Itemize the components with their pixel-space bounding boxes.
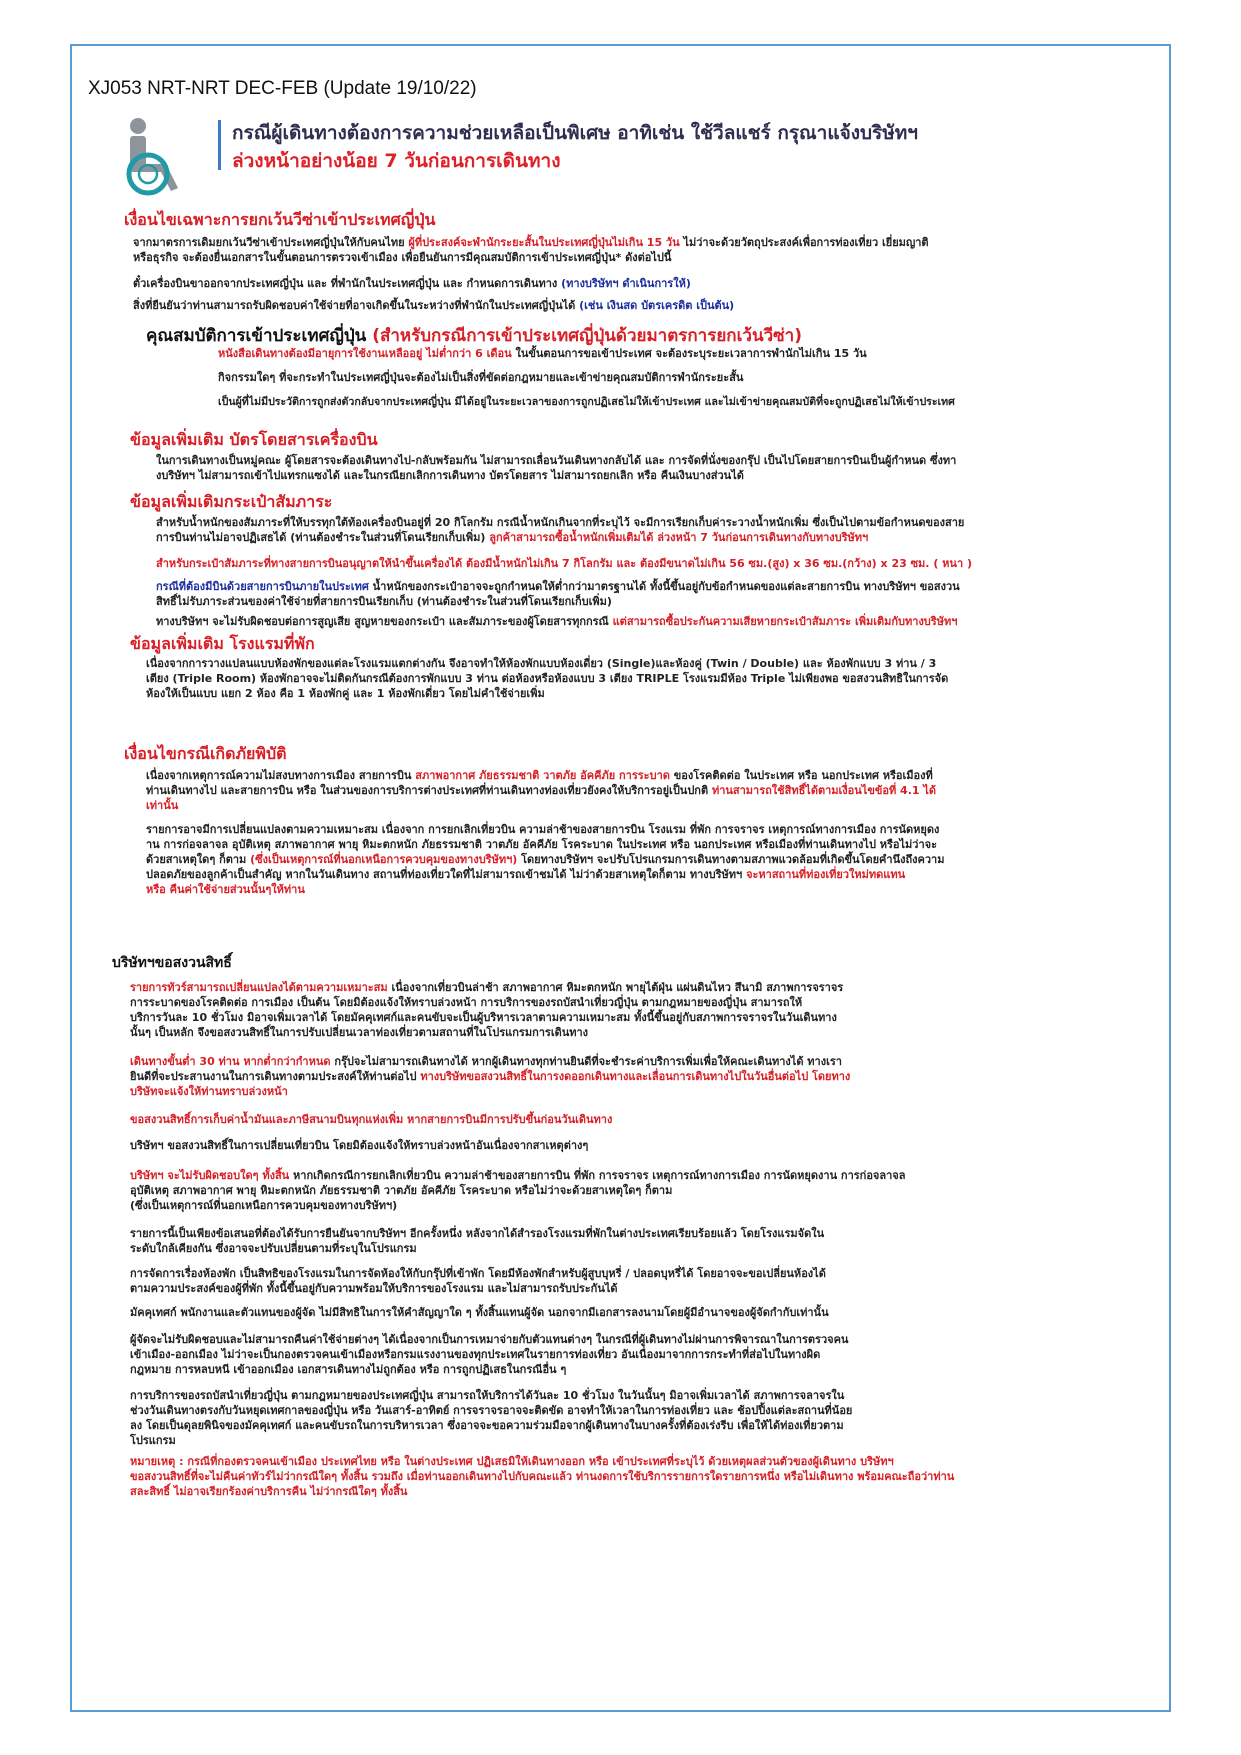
qualification-heading-text: คุณสมบัติการเข้าประเทศญี่ปุ่น	[146, 326, 373, 346]
visa-text: สิ่งที่ยืนยันว่าท่านสามารถรับผิดชอบค่าใช้จ่ายที่อาจเกิดขึ้นในระหว่างที่พำนักในประเทศญี่ปุ่นได้	[133, 299, 580, 312]
disaster-text: เนื่องจากเหตุการณ์ความไม่สงบทางการเมือง สายการบิน	[146, 769, 416, 782]
reserve-paragraph-6	[130, 1226, 824, 1256]
baggage-text: ทางบริษัทฯ จะไม่รับผิดชอบต่อการสูญเสีย สูญหายของกระเป๋า และสัมภาระของผู้โดยสารทุกกรณี	[156, 615, 613, 628]
reserve-text: รายการทัวร์สามารถเปลี่ยนแปลงได้ตามความเหมาะสม	[130, 981, 388, 994]
reserve-text: บริษัทจะแจ้งให้ท่านทราบล่วงหน้า	[130, 1085, 288, 1098]
reserve-text: อุบัติเหตุ สภาพอากาศ พายุ หิมะตกหนัก ภัยธรรมชาติ วาตภัย อัคคีภัย โรคระบาด หรือไม่ว่าจะด้วยสาเหตุใดๆ ก็ตาม	[130, 1184, 673, 1197]
hotel-paragraph	[146, 656, 948, 701]
document-title: XJ053 NRT-NRT DEC-FEB (Update 19/10/22)	[88, 78, 477, 99]
hotel-text: ห้องให้เป็นแบบ แยก 2 ห้อง คือ 1 ห้องพักคู่ และ 1 ห้องพักเดี่ยว โดยไม่คำใช้จ่ายเพิ่ม	[146, 687, 545, 700]
baggage-text: แต่สามารถซื้อประกันความเสียหายกระเป๋าสัมภาระ เพิ่มเติมกับทางบริษัทฯ	[612, 615, 958, 628]
visa-heading: เงื่อนไขเฉพาะการยกเว้นวีซ่าเข้าประเทศญี่ปุ่น	[124, 210, 436, 229]
reserve-text: การจัดการเรื่องห้องพัก เป็นสิทธิของโรงแรมในการจัดห้องให้กับกรุ๊ปที่เข้าพัก โดยมีห้องพักสำหรับผู้สูบบุหรี่ / ปลอดบุหรี่ได้ โดยอาจจะขอเปลี่ยนห้องได้	[130, 1267, 826, 1280]
reserve-text: เข้าเมือง-ออกเมือง ไม่ว่าจะเป็นกองตรวจคนเข้าเมืองหรือกรมแรงงานของทุกประเทศในรายการท่องเที่ยว อันเนื่องมาจากการกระทำที่ส่อไปในทางผิด	[130, 1348, 821, 1361]
visa-text: (เช่น เงินสด บัตรเครดิต เป็นต้น)	[579, 299, 735, 312]
visa-paragraph-1	[133, 235, 1123, 265]
reserve-text: กรุ๊ปจะไม่สามารถเดินทางได้ หากผู้เดินทางทุกท่านยินดีที่จะชำระค่าบริการเพิ่มเพื่อให้คณะเดินทางได้ ทางเรา	[330, 1055, 842, 1068]
disaster-heading: เงื่อนไขกรณีเกิดภัยพิบัติ	[124, 744, 287, 763]
disaster-text: รายการอาจมีการเปลี่ยนแปลงตามความเหมาะสม เนื่องจาก การยกเลิกเที่ยวบิน ความล่าช้าของสายการบิน โรงแรม ที่พัก การจราจร เหตุการณ์ทางการเมือง การนัดหยุดง	[146, 823, 940, 836]
visa-text: ตั๋วเครื่องบินขาออกจากประเทศญี่ปุ่น และ ที่พำนักในประเทศญี่ปุ่น และ กำหนดการเดินทาง	[133, 277, 562, 290]
reserve-paragraph-9	[130, 1332, 848, 1377]
reserve-paragraph-2	[130, 1054, 850, 1099]
disaster-text: ของโรคติดต่อ ในประเทศ หรือ นอกประเทศ หรือเมืองที่	[669, 769, 933, 782]
disaster-text: ด้วยสาเหตุใดๆ ก็ตาม	[146, 853, 251, 866]
visa-text: จากมาตรการเดิมยกเว้นวีซ่าเข้าประเทศญี่ปุ่นให้กับคนไทย	[133, 236, 409, 249]
qualification-text: ในขั้นตอนการขอเข้าประเทศ จะต้องระบุระยะเวลาการพำนักไม่เกิน 15 วัน	[511, 347, 867, 360]
reserve-text: โปรแกรม	[130, 1434, 176, 1447]
qualification-item-3: เป็นผู้ที่ไม่มีประวัติการถูกส่งตัวกลับจากประเทศญี่ปุ่น มีได้อยู่ในระยะเวลาของการถูกปฏิเสธไม่ให้เข้าประเทศ และไม่เข้าข่ายคุณสมบัติที่จะถูกปฏิเสธไม่ให้เข้าประเทศ	[218, 396, 955, 408]
reserve-text: ยินดีที่จะประสานงานในการเดินทางตามประสงค์ให้ท่านต่อไป	[130, 1070, 421, 1083]
reserve-text: ระดับใกล้เคียงกัน ซึ่งอาจจะปรับเปลี่ยนตามที่ระบุในโปรแกรม	[130, 1242, 417, 1255]
remark-paragraph	[130, 1454, 954, 1499]
baggage-text: สิทธิ์ไม่รับภาระส่วนของค่าใช้จ่ายที่สายการบินเรียกเก็บ (ท่านต้องชำระในส่วนที่โดนเรียกเก็บเพิ่ม)	[156, 595, 612, 608]
disaster-text: (ซึ่งเป็นเหตุการณ์ที่นอกเหนือการควบคุมของทางบริษัทฯ)	[250, 853, 518, 866]
reserve-paragraph-10	[130, 1388, 852, 1448]
reserve-text: ลง โดยเป็นดุลยพินิจของมัคคุเทศก์ และคนขับรถในการบริหารเวลา ซึ่งอาจจะขอความร่วมมือจากผู้เดินทางในบางครั้งที่ต้องเร่งรีบ เพื่อให้ได้ท่องเที่ยวตาม	[130, 1419, 844, 1432]
visa-paragraph-2	[133, 276, 691, 291]
qualification-text: หนังสือเดินทางต้องมีอายุการใช้งานเหลืออยู่ ไม่ต่ำกว่า 6 เดือน	[218, 347, 512, 360]
baggage-heading: ข้อมูลเพิ่มเติมกระเป๋าสัมภาระ	[130, 492, 333, 511]
baggage-text: น้ำหนักของกระเป๋าอาจจะถูกกำหนดให้ต่ำกว่ามาตรฐานได้ ทั้งนี้ขึ้นอยู่กับข้อกำหนดของแต่ละสายการบิน ทางบริษัทฯ ขอสงวน	[368, 580, 960, 593]
banner-line-2: ล่วงหน้าอย่างน้อย 7 วันก่อนการเดินทาง	[232, 150, 561, 172]
reserve-text: ทางบริษัทขอสงวนสิทธิ์ในการงดออกเดินทางและเลื่อนการเดินทางไปในวันอื่นต่อไป โดยทาง	[420, 1070, 851, 1083]
disaster-text: ท่านสามารถใช้สิทธิ์ได้ตามเงื่อนไขข้อที่ 4.1 ได้	[711, 784, 937, 797]
reserve-text: หากเกิดกรณีการยกเลิกเที่ยวบิน ความล่าช้าของสายการบิน ที่พัก การจราจร เหตุการณ์ทางการเมือง การนัดหยุดงาน การก่อจลาจล	[289, 1169, 906, 1182]
disaster-paragraph-2	[146, 822, 944, 897]
visa-paragraph-3	[133, 298, 734, 313]
reserve-paragraph-3: ขอสงวนสิทธิ์การเก็บค่าน้ำมันและภาษีสนามบินทุกแห่งเพิ่ม หากสายการบินมีการปรับขึ้นก่อนวันเดินทาง	[130, 1113, 613, 1126]
ticket-text: งบริษัทฯ ไม่สามารถเข้าไปแทรกแซงได้ และในกรณียกเลิกการเดินทาง บัตรโดยสาร ไม่สามารถยกเลิก หรือ คืนเงินบางส่วนได้	[156, 469, 744, 482]
hotel-text: เนื่องจากการวางแปลนแบบห้องพักของแต่ละโรงแรมแตกต่างกัน จึงอาจทำให้ห้องพักแบบห้องเดี่ยว (Single)และห้องคู่ (Twin / Double) และ ห้องพักแบบ 3 ท่าน / 3	[146, 657, 937, 670]
disaster-text: ปลอดภัยของลูกค้าเป็นสำคัญ หากในวันเดินทาง สถานที่ท่องเที่ยวใดที่ไม่สามารถเข้าชมได้ ไม่ว่าด้วยสาเหตุใดก็ตาม ทางบริษัทฯ	[146, 868, 747, 881]
baggage-text: การบินท่านไม่อาจปฏิเสธได้ (ท่านต้องชำระในส่วนที่โดนเรียกเก็บเพิ่ม)	[156, 531, 490, 544]
ticket-text: ในการเดินทางเป็นหมู่คณะ ผู้โดยสารจะต้องเดินทางไป-กลับพร้อมกัน ไม่สามารถเลื่อนวันเดินทางกลับได้ และ การจัดที่นั่งของกรุ๊ป เป็นไปโดยสายการบินเป็นผู้กำหนด ซึ่งทา	[156, 454, 957, 467]
banner-divider	[218, 120, 221, 170]
reserve-text: การระบาดของโรคติดต่อ การเมือง เป็นต้น โดยมิต้องแจ้งให้ทราบล่วงหน้า การบริการของรถบัสนำเที่ยวญี่ปุ่น ตามกฎหมายของญี่ปุ่น สามารถให้	[130, 996, 803, 1009]
baggage-paragraph-3	[156, 579, 960, 609]
disaster-text: เท่านั้น	[146, 799, 179, 812]
disaster-text: หรือ คืนค่าใช้จ่ายส่วนนั้นๆให้ท่าน	[146, 883, 305, 896]
disaster-text: จะหาสถานที่ท่องเที่ยวใหม่ทดแทน	[746, 868, 906, 881]
reserve-text: (ซึ่งเป็นเหตุการณ์ที่นอกเหนือการควบคุมของทางบริษัทฯ)	[130, 1199, 398, 1212]
reserve-text: เนื่องจากเที่ยวบินล่าช้า สภาพอากาศ หิมะตกหนัก พายุไต้ฝุ่น แผ่นดินไหว สึนามิ สภาพการจราจร	[387, 981, 844, 994]
baggage-paragraph-4	[156, 614, 957, 629]
baggage-text: ลูกค้าสามารถซื้อน้ำหนักเพิ่มเติมได้ ล่วงหน้า 7 วันก่อนการเดินทางกับทางบริษัทฯ	[489, 531, 869, 544]
disaster-text: าน การก่อจลาจล อุบัติเหตุ สภาพอากาศ พายุ หิมะตกหนัก ภัยธรรมชาติ วาตภัย อัคคีภัย โรคระบาด ในประเทศ หรือ นอกประเทศ หรือเมืองที่ท่านเดินทางไป หรือไม่ว่าจะ	[146, 838, 938, 851]
disaster-text: โดยทางบริษัทฯ จะปรับโปรแกรมการเดินทางตามสภาพแวดล้อมที่เกิดขึ้นโดยคำนึงถึงความ	[517, 853, 945, 866]
ticket-paragraph	[156, 453, 956, 483]
reserve-text: บริการวันละ 10 ชั่วโมง มิอาจเพิ่มเวลาได้ โดยมัคคุเทศก์และคนขับจะเป็นผู้บริหารเวลาตามความเหมาะสม ทั้งนี้ขึ้นอยู่กับสภาพการจราจรในวันเดินทาง	[130, 1011, 837, 1024]
baggage-text: สำหรับน้ำหนักของสัมภาระที่ให้บรรทุกใต้ท้องเครื่องบินอยู่ที่ 20 กิโลกรัม กรณีน้ำหนักเกินจากที่ระบุไว้ จะมีการเรียกเก็บค่าระวางน้ำหนักเพิ่ม ซึ่งเป็นไปตามข้อกำหนดของสาย	[156, 516, 965, 529]
hotel-heading: ข้อมูลเพิ่มเติม โรงแรมที่พัก	[130, 634, 315, 653]
disaster-text: สภาพอากาศ ภัยธรรมชาติ วาตภัย อัคคีภัย การระบาด	[415, 769, 670, 782]
reserve-paragraph-4: บริษัทฯ ขอสงวนสิทธิ์ในการเปลี่ยนเที่ยวบิน โดยมิต้องแจ้งให้ทราบล่วงหน้าอันเนื่องจากสาเหตุต่างๆ	[130, 1139, 589, 1152]
reserve-paragraph-8: มัคคุเทศก์ พนักงานและตัวแทนของผู้จัด ไม่มีสิทธิในการให้คำสัญญาใด ๆ ทั้งสิ้นแทนผู้จัด นอกจากมีเอกสารลงนามโดยผู้มีอำนาจของผู้จัดกำกับเท่านั้น	[130, 1306, 829, 1319]
reserve-paragraph-7	[130, 1266, 826, 1296]
disaster-paragraph-1	[146, 768, 936, 813]
visa-text: (ทางบริษัทฯ ดำเนินการให้)	[561, 277, 691, 290]
qualification-heading	[146, 322, 802, 349]
hotel-text: เตียง (Triple Room) ห้องพักอาจจะไม่ติดกันกรณีต้องการพักแบบ 3 ท่าน ต่อห้องหรือห้องแบบ 3 เตียง TRIPLE โรงแรมมีห้อง Triple ไม่เพียงพอ ขอสงวนสิทธิในการจัด	[146, 672, 949, 685]
banner-line-1: กรณีผู้เดินทางต้องการความช่วยเหลือเป็นพิเศษ อาทิเช่น ใช้วีลแชร์ กรุณาแจ้งบริษัทฯ	[232, 122, 918, 144]
remark-text: ขอสงวนสิทธิ์ที่จะไม่คืนค่าทัวร์ไม่ว่ากรณีใดๆ ทั้งสิ้น รวมถึง เมื่อท่านออกเดินทางไปกับคณะแล้ว ท่านงดการใช้บริการรายการใดรายการหนึ่ง หรือไม่เดินทาง พร้อมคณะถือว่าท่าน	[130, 1470, 955, 1483]
wheelchair-icon	[118, 116, 200, 198]
baggage-paragraph-2: สำหรับกระเป๋าสัมภาระที่ทางสายการบินอนุญาตให้นำขึ้นเครื่องได้ ต้องมีน้ำหนักไม่เกิน 7 กิโลกรัม และ ต้องมีขนาดไม่เกิน 56 ซม.(สูง) x 36 ซม.(กว้าง) x 23 ซม. ( หนา )	[156, 557, 972, 570]
disaster-text: ท่านเดินทางไป และสายการบิน หรือ ในส่วนของการบริการต่างประเทศที่ท่านเดินทางท่องเที่ยวยังคงให้บริการอยู่เป็นปกติ	[146, 784, 712, 797]
visa-text: ผู้ที่ประสงค์จะพำนักระยะสั้นในประเทศญี่ปุ่นไม่เกิน 15 วัน	[408, 236, 680, 249]
reserve-text: ผู้จัดจะไม่รับผิดชอบและไม่สามารถคืนค่าใช้จ่ายต่างๆ ได้เนื่องจากเป็นการเหมาจ่ายกับตัวแทนต่างๆ ในกรณีที่ผู้เดินทางไม่ผ่านการพิจารณาในการตรวจคน	[130, 1333, 849, 1346]
reserve-text: การบริการของรถบัสนำเที่ยวญี่ปุ่น ตามกฎหมายของประเทศญี่ปุ่น สามารถให้บริการได้วันละ 10 ชั่วโมง ในวันนั้นๆ มิอาจเพิ่มเวลาได้ สภาพการจลาจรใน	[130, 1389, 845, 1402]
qualification-item-2: กิจกรรมใดๆ ที่จะกระทำในประเทศญี่ปุ่นจะต้องไม่เป็นสิ่งที่ขัดต่อกฎหมายและเข้าข่ายคุณสมบัติการพำนักระยะสั้น	[218, 371, 744, 384]
reserve-text: บริษัทฯ จะไม่รับผิดชอบใดๆ ทั้งสิ้น	[130, 1169, 290, 1182]
reserve-paragraph-1	[130, 980, 843, 1040]
remark-text: หมายเหตุ : กรณีที่กองตรวจคนเข้าเมือง ประเทศไทย หรือ ในต่างประเทศ ปฏิเสธมิให้เดินทางออก หรือ เข้าประเทศที่ระบุไว้ ด้วยเหตุผลส่วนตัวของผู้เดินทาง บริษัทฯ	[130, 1455, 894, 1468]
reserve-text: เดินทางขั้นต่ำ 30 ท่าน หากต่ำกว่ากำหนด	[130, 1055, 331, 1068]
baggage-text: กรณีที่ต้องมีบินด้วยสายการบินภายในประเทศ	[156, 580, 369, 593]
baggage-paragraph-1	[156, 515, 964, 545]
reserve-text: ตามความประสงค์ของผู้ที่พัก ทั้งนี้ขึ้นอยู่กับความพร้อมให้บริการของโรงแรม และไม่สามารถรับประกันได้	[130, 1282, 618, 1295]
ticket-heading: ข้อมูลเพิ่มเติม บัตรโดยสารเครื่องบิน	[130, 430, 378, 449]
reserve-text: กฎหมาย การหลบหนี เข้าออกเมือง เอกสารเดินทางไม่ถูกต้อง หรือ การถูกปฏิเสธในกรณีอื่น ๆ	[130, 1363, 567, 1376]
reserve-paragraph-5	[130, 1168, 905, 1213]
reserve-text: นั้นๆ เป็นหลัก จึงขอสงวนสิทธิ์ในการปรับเปลี่ยนเวลาท่องเที่ยวตามสถานที่ในโปรแกรมการเดินทาง	[130, 1026, 589, 1039]
qualification-heading-text: (สำหรับกรณีการเข้าประเทศญี่ปุ่นด้วยมาตรการยกเว้นวีซ่า)	[372, 326, 802, 346]
reserve-text: รายการนี้เป็นเพียงข้อเสนอที่ต้องได้รับการยืนยันจากบริษัทฯ อีกครั้งหนึ่ง หลังจากได้สำรองโรงแรมที่พักในต่างประเทศเรียบร้อยแล้ว โดยโรงแรมจัดใน	[130, 1227, 825, 1240]
reserve-text: ช่วงวันเดินทางตรงกับวันหยุดเทศกาลของญี่ปุ่น หรือ วันเสาร์-อาทิตย์ การจราจรอาจจะติดขัด อาจทำให้เวลาในการท่องเที่ยว และ ช้อปปิ้งแต่ละสถานที่น้อย	[130, 1404, 853, 1417]
visa-text: ไม่ว่าจะด้วยวัตถุประสงค์เพื่อการท่องเที่ยว เยี่ยมญาติ	[679, 236, 929, 249]
qualification-item-1	[218, 346, 867, 361]
remark-text: สละสิทธิ์ ไม่อาจเรียกร้องค่าบริการคืน ไม่ว่ากรณีใดๆ ทั้งสิ้น	[130, 1485, 408, 1498]
reserve-heading: บริษัทฯขอสงวนสิทธิ์	[112, 955, 232, 971]
visa-text: หรือธุรกิจ จะต้องยื่นเอกสารในขั้นตอนการตรวจเข้าเมือง เพื่อยืนยันการมีคุณสมบัติการเข้าประเทศญี่ปุ่น* ดังต่อไปนี้	[133, 251, 672, 264]
